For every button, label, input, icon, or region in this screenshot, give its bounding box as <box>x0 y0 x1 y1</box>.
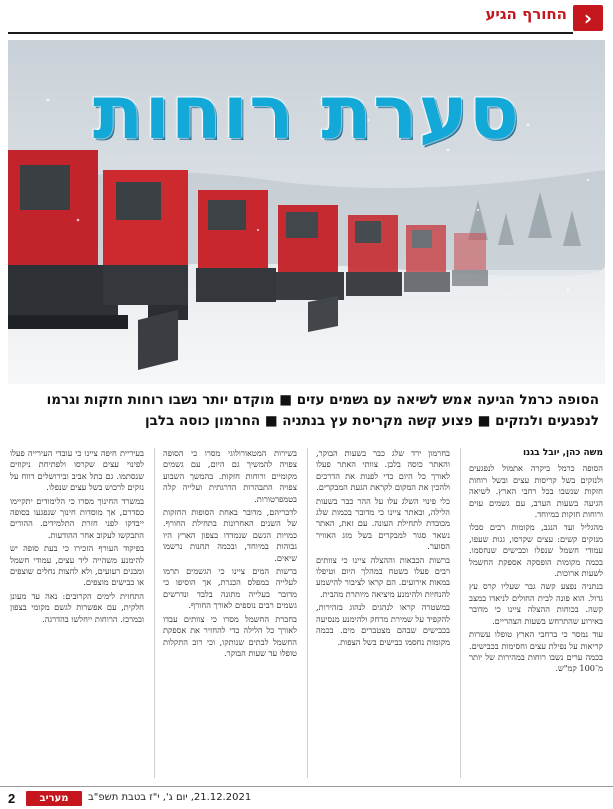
paragraph: הסופה כרמל ביקרה אתמול לנפגעים ולנזקים בשל קריסות עצים ובשל רוחות חזקות שנשבו בכל רחבי הארץ. לשיאה הגיעה בשעות הערב, עם גשמים עזים ורוחות חזקות במיוחד. <box>469 463 603 520</box>
paragraph: לדבריהם, מדובר באחת הסופות החזקות של השנים האחרונות בתחילת החורף. כמויות הגשם שנמדדו בצפון הארץ היו גבוהות במיוחד, ובכמה תחנות נרשמו שיאים. <box>163 507 297 563</box>
column-4 <box>10 448 144 778</box>
column-3 <box>154 448 297 778</box>
section-divider <box>8 32 573 34</box>
byline: משה כהן, יובל בגנו <box>522 448 603 458</box>
publication-logo: מעריב <box>26 791 82 806</box>
page-footer <box>0 786 613 809</box>
plow-6 <box>404 225 450 292</box>
plow-3 <box>196 190 276 302</box>
issue-date: 21.12.2021, יום ג', י"ז בטבת תשפ"ב <box>88 792 252 803</box>
paragraph: עוד נמסר כי ברחבי הארץ טופלו עשרות קריאות על נפילת עצים וחסימות בכבישים. בכמה ערים נשבו רוחות במהירות של יותר מ־100 קמ"ש. <box>469 629 603 674</box>
article-body <box>10 448 603 778</box>
paragraph: ברשות הכבאות וההצלה ציינו כי צוותים רבים פעלו בשטח במהלך היום וטיפלו במאות אירועים. הם קראו לציבור להישמע להנחיות ולהימנע מיציאה מיותרת מהבית. <box>316 554 450 599</box>
headline: סערת רוחות <box>92 70 521 156</box>
paragraph: בעיריית חיפה ציינו כי עובדי העירייה פעלו לפינוי עצים שקרסו ולפתיחת ניקוזים שנסתמו. גם בתל אביב ובירושלים דווח על נזקים לרכוש בשל עצים שנפלו. <box>10 448 144 493</box>
plow-2 <box>103 170 188 320</box>
paragraph: בחברת החשמל מסרו כי צוותים עבדו לאורך כל הלילה כדי להחזיר את אספקת החשמל לבתים שנותקו, וכי רוב התקלות טופלו עד שעות הבוקר. <box>163 613 297 658</box>
plow-5 <box>346 215 402 296</box>
paragraph: ברשות המים ציינו כי הגשמים תרמו לעלייה במפלס הכנרת, אך הוסיפו כי מדובר בעלייה מתונה בלבד ונדרשים גשמים רבים נוספים לאורך החורף. <box>163 566 297 611</box>
column-2 <box>307 448 450 778</box>
paragraph: בשירות המטאורולוגי מסרו כי הסופה צפויה להמשיך גם היום, עם גשמים מקומיים ורוחות חזקות. בהמשך השבוע צפויה התבהרות הדרגתית ועלייה קלה בטמפרטורות. <box>163 448 297 504</box>
paragraph: מהגליל ועד הנגב, מקומות רבים סבלו מנזקים קשים: עצים שקרסו, גגות שעפו, עמודי חשמל שנפלו וכבישים שנחסמו. בכמה מקומות הופסקה אספקת החשמל לשעות ארוכות. <box>469 522 603 579</box>
paragraph: בחרמון ירד שלג כבר בשעות הבוקר, והאתר כוסה בלבן. צוותי האתר פעלו לאורך כל היום כדי לפנות את הדרכים ולהכין את המקום לקראת הגעת המבקרים. <box>316 448 450 493</box>
paragraph: במשרד החינוך מסרו כי הלימודים יתקיימו כסדרם, אך מוסדות חינוך שנפגעו בסופה ייבדקו לפני חזרת התלמידים. ההורים התבקשו לעקוב אחר ההודעות. <box>10 495 144 540</box>
paragraph: במשטרה קראו לנהגים לנהוג בזהירות, להקפיד על שמירת מרחק ולהימנע מנסיעה בכבישים שבהם מצטברים מים. בכמה מקומות נחסמו כבישים בשל הצפות. <box>316 602 450 647</box>
plow-4 <box>276 205 344 300</box>
paragraph: בנתניה נפצע קשה גבר שעליו קרס עץ גדול. הוא פונה לבית החולים לניאדו במצב קשה. בכוחות ההצלה ציינו כי מדובר באירוע שהתרחש בשעות הצהריים. <box>469 581 603 626</box>
section-chevron-icon: › <box>573 5 603 31</box>
paragraph: בפיקוד העורף הזכירו כי בעת סופה יש להימנע משהייה ליד עצים, עמודי חשמל ומבנים רעועים, ולא לחצות נחלים שוצפים או כבישים מוצפים. <box>10 543 144 588</box>
subheadline: הסופה כרמל הגיעה אמש לשיאה עם גשמים עזים ■ מוקדם יותר נשבו רוחות חזקות וגרמו לנפגעים ולנזקים ■ פצוע קשה מקריסת עץ בנתניה ■ החרמון כוסה בלבן <box>46 392 599 429</box>
section-header <box>0 0 613 34</box>
column-1 <box>460 448 603 778</box>
hero-photo <box>8 40 605 384</box>
section-title: החורף הגיע <box>485 5 567 23</box>
page-number: 2 <box>8 791 16 806</box>
plow-7 <box>452 233 488 286</box>
paragraph: כלי פינוי השלג עלו על ההר כבר בשעות הלילה, ובאתר ציינו כי מדובר בכמות שלג מכובדת לתחילת העונה. עם זאת, האתר נשאר סגור למבקרים בשל מזג האוויר הסוער. <box>316 495 450 552</box>
paragraph: התחזית לימים הקרובים: נאה עד מעונן חלקית, עם אפשרות לגשם מקומי בצפון ובמרכז. הרוחות ייחלשו בהדרגה. <box>10 590 144 624</box>
